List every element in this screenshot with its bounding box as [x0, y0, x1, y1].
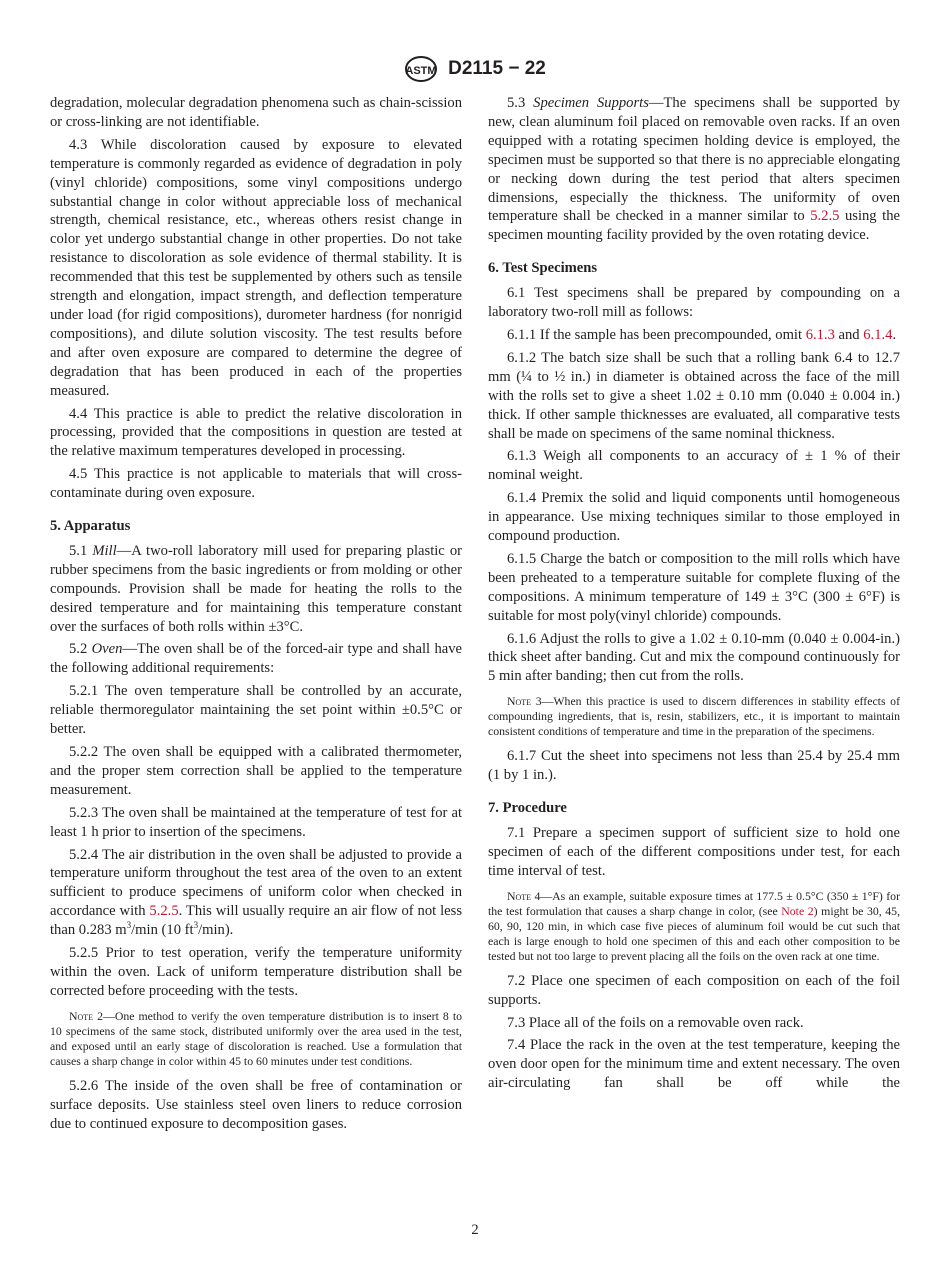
text-run: and: [834, 326, 864, 343]
paragraph: [50, 640, 462, 678]
text-run: —As an example, suitable exposure times at 177.5 ± 0.5°C (350 ± 1°F) for the test formulation that causes a sharp change in color, (see: [488, 888, 900, 918]
paragraph: [50, 1077, 462, 1134]
section-heading: [488, 259, 900, 278]
superscript: 3: [126, 920, 132, 931]
text-run: 5.2.3 The oven shall be maintained at the temperature of test for at least 1 h prior to insertion of the specimens.: [50, 804, 462, 840]
text-run: .: [892, 326, 897, 343]
text-run: . This will usually require an air flow of not less than 0.283 m: [50, 903, 463, 939]
text-run: 4.5 This practice is not applicable to materials that will cross-contaminate during oven exposure.: [50, 466, 462, 502]
text-run: —A two-roll laboratory mill used for preparing plastic or rubber specimens from the basic ingredients or from molding or other compounds. Provision shall be made for heating the rolls to the desired temperature and for maintaining this temperature constant over the surfaces of both rolls within ±3°C.: [50, 542, 463, 635]
text-run: —The oven shall be of the forced-air type and shall have the following additional requirements:: [50, 641, 462, 677]
note-label: Note 4: [507, 888, 541, 903]
text-run: 5.1: [69, 542, 93, 559]
text-run: degradation, molecular degradation phenomena such as chain-scission or cross-linking are not identifiable.: [50, 95, 462, 130]
text-run: 6.1 Test specimens shall be prepared by compounding on a laboratory two-roll mill as follows:: [488, 285, 900, 321]
text-run: 5.2.4 The air distribution in the oven shall be adjusted to provide a temperature uniform throughout the test area of the oven to an extent sufficient to produce specimens of uniform color when checked in accordance with: [50, 846, 462, 920]
paragraph: [488, 747, 900, 785]
italic-term: Specimen Supports: [533, 95, 649, 111]
text-run: /min (10 ft: [131, 922, 194, 939]
text-run: 5.2.5 Prior to test operation, verify the temperature uniformity within the oven. Lack of uniform temperature distribution shall be corrected before proceeding with the tests.: [50, 945, 462, 999]
text-run: 6.1.2 The batch size shall be such that a rolling bank 6.4 to 12.7 mm (¼ to ½ in.) in diameter is obtained across the face of the mill with the rolls set to give a sheet 1.02 ± 0.10 mm (0.040 ± 0.004 in.) thick. If other sample thicknesses are evaluated, all comparative tests shall be made on specimens of the same nominal thickness.: [488, 349, 900, 442]
text-run: 4.3 While discoloration caused by exposure to elevated temperature is commonly regarded as evidence of degradation in poly (vinyl chloride) compositions, some vinyl compositions undergo substantial change in color without appreciable loss of mechanical strength, chemical resistance, etc., whereas others resist change in color yet undergo substantial change in other properties. Do not take resistance to discoloration as sole evidence of thermal stability. It is recommended that this test be supplemented by others such as tensile strength and elongation, impact strength, and deflection temperature under load (for rigid compositions), durometer hardness (for nonrigid compositions), and dilute solution viscosity. The test results before and after oven exposure are compared to determine the degree of degradation that has been produced in each of the properties measured.: [50, 136, 462, 399]
text-run: 7.3 Place all of the foils on a removable oven rack.: [507, 1014, 804, 1031]
superscript: 3: [193, 920, 199, 931]
note-paragraph: [50, 1009, 462, 1069]
text-run: 6.1.7 Cut the sheet into specimens not less than 25.4 by 25.4 mm (1 by 1 in.).: [488, 748, 900, 784]
text-run: —When this practice is used to discern differences in stability effects of compounding ingredients, that is, resin, stabilizers, etc., it is important to maintain consistent conditions of temperature and time in the preparation of the specimens.: [488, 694, 900, 739]
paragraph: [488, 972, 900, 1010]
italic-term: Oven: [91, 641, 123, 658]
paragraph: [50, 136, 462, 401]
paragraph: [488, 1014, 900, 1033]
note-paragraph: [488, 694, 900, 739]
paragraph: [50, 804, 462, 842]
paragraph: [50, 944, 462, 1001]
paragraph: [50, 465, 462, 503]
paragraph: [488, 326, 900, 345]
cross-reference-link[interactable]: 5.2.5: [149, 903, 179, 920]
note-label: Note 2: [69, 1008, 104, 1023]
paragraph: [50, 743, 462, 800]
paragraph: [50, 682, 462, 739]
paragraph: [488, 349, 900, 444]
paragraph: [50, 542, 462, 637]
text-run: 5.3: [507, 95, 534, 111]
left-column: [50, 94, 462, 1138]
right-column: [488, 94, 900, 1097]
section-heading: [50, 517, 462, 536]
paragraph: [488, 447, 900, 485]
paragraph: [488, 824, 900, 881]
text-run: 5.2: [69, 641, 92, 658]
text-run: 5. Apparatus: [50, 518, 131, 535]
cross-reference-link[interactable]: 6.1.3: [805, 326, 835, 343]
svg-text:ASTM: ASTM: [405, 65, 437, 77]
paragraph: [488, 94, 900, 245]
text-run: 7.1 Prepare a specimen support of sufficient size to hold one specimen of each of the different compositions under test, for each time interval of test.: [488, 825, 900, 879]
text-run: ) might be 30, 45, 60, 90, 120 min, in which case five pieces of aluminum foil would be cut such that each is large enough to hold one specimen of this and each other composition to be tested but not too large to prevent placing all the foils on the oven rack at one time.: [488, 903, 901, 963]
text-run: —One method to verify the oven temperature distribution is to insert 8 to 10 specimens of the same stock, distributed uniformly over the area used in the test, and exposed until an early stage of discoloration is reached. Use a formulation that causes a sharp change in color within 45 to 60 minutes under test conditions.: [50, 1008, 462, 1068]
text-run: —The specimens shall be supported by new, clean aluminum foil placed on removable oven racks. If an oven equipped with a rotating specimen holding device is employed, the specimen must be supported so that there is no appreciable elongating or necking down during the test period that alters specimen dimensions, especially the thickness. The uniformity of oven temperature shall be checked in a manner similar to: [488, 95, 900, 225]
text-run: 6.1.5 Charge the batch or composition to the mill rolls which have been preheated to a temperature suitable for complete fluxing of the compositions. A minimum temperature of 149 ± 3°C (300 ± 6°F) is suitable for most poly(vinyl chloride) compounds.: [488, 550, 900, 624]
text-run: 7.2 Place one specimen of each composition on each of the foil supports.: [488, 972, 900, 1008]
paragraph: [488, 489, 900, 546]
text-run: using the specimen mounting facility provided by the oven rotating device.: [488, 208, 900, 244]
section-heading: [488, 799, 900, 818]
paragraph: [488, 284, 900, 322]
cross-reference-link[interactable]: Note 2: [781, 903, 814, 918]
paragraph: [50, 94, 462, 132]
note-paragraph: [488, 889, 900, 964]
paragraph: [488, 630, 900, 687]
text-run: 6. Test Specimens: [488, 260, 598, 277]
text-run: 6.1.4 Premix the solid and liquid components until homogeneous in appearance. Use mixing techniques similar to those employed in compound production.: [488, 490, 900, 545]
page-header: [0, 55, 950, 83]
text-run: /min).: [198, 922, 234, 939]
cross-reference-link[interactable]: 5.2.5: [810, 208, 840, 225]
text-run: 7.4 Place the rack in the oven at the test temperature, keeping the oven door open for the minimum time and extent necessary. The oven air-circulating fan shall be off while the: [488, 1037, 900, 1092]
document-designation: D2115 − 22: [448, 58, 546, 79]
paragraph: [50, 846, 462, 941]
text-run: 5.2.2 The oven shall be equipped with a calibrated thermometer, and the proper stem correction shall be applied to the temperature measurement.: [50, 744, 462, 798]
astm-logo-icon: [404, 55, 438, 83]
page-number: 2: [471, 1222, 479, 1238]
text-run: 5.2.1 The oven temperature shall be controlled by an accurate, reliable thermoregulator maintaining the set point within ±0.5°C or better.: [50, 683, 462, 738]
italic-term: Mill: [92, 542, 117, 559]
paragraph: [488, 550, 900, 626]
paragraph: [50, 405, 462, 462]
text-run: 6.1.6 Adjust the rolls to give a 1.02 ± 0.10-mm (0.040 ± 0.004-in.) thick sheet after banding. Cut and mix the compound continuously for 5 min after banding; then cut from the rolls.: [488, 630, 900, 685]
text-run: 4.4 This practice is able to predict the relative discoloration in processing, provided that the compositions in question are tested at the relative maximum temperatures developed in processing.: [50, 405, 462, 460]
text-run: 5.2.6 The inside of the oven shall be free of contamination or surface deposits. Use stainless steel oven liners to reduce corrosion due to continued exposure to decomposition gases.: [50, 1077, 462, 1132]
text-run: 7. Procedure: [488, 800, 567, 817]
note-label: Note 3: [507, 694, 542, 709]
text-run: 6.1.1 If the sample has been precompounded, omit: [507, 326, 806, 343]
cross-reference-link[interactable]: 6.1.4: [863, 326, 893, 343]
paragraph: [488, 1036, 900, 1093]
text-run: 6.1.3 Weigh all components to an accuracy of ± 1 % of their nominal weight.: [488, 448, 900, 484]
